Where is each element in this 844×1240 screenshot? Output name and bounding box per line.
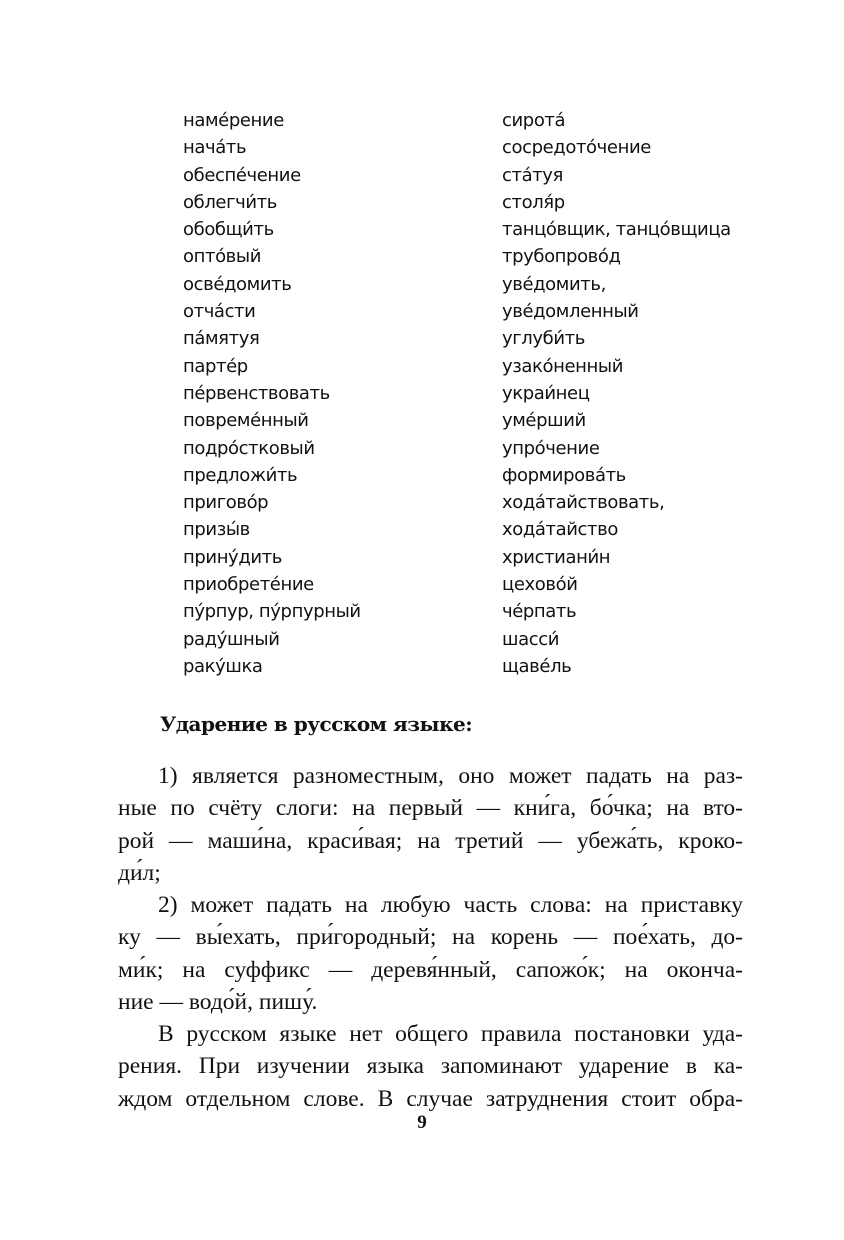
word-item: повреме́нный [183, 410, 309, 432]
word-item: столя́р [502, 191, 565, 213]
word-item: сосредото́чение [502, 137, 651, 159]
word-item: раку́шка [183, 655, 263, 677]
word-item: украи́нец [502, 382, 590, 404]
page-number: 9 [417, 1112, 427, 1133]
word-item: шасси́ [502, 628, 559, 650]
word-item: упро́чение [502, 437, 600, 459]
word-item: че́рпать [502, 601, 577, 623]
text-line: ку — вы́ехать, при́городный; на корень — пое́хать, до- [118, 924, 743, 951]
word-item: приобрете́ние [183, 574, 314, 596]
word-item: ста́туя [502, 164, 563, 186]
paragraph-3 [118, 1018, 743, 1115]
word-item: предложи́ть [183, 464, 298, 486]
word-item: прину́дить [183, 546, 282, 568]
text-line: ми́к; на суффикс — деревя́нный, сапожо́к; на оконча- [118, 956, 743, 983]
word-item: цехово́й [502, 574, 578, 596]
text-line: 2) может падать на любую часть слова: на приставку [158, 892, 743, 918]
word-list-right [502, 107, 731, 680]
word-item: подро́стковый [183, 437, 315, 459]
word-item: углуби́ть [502, 328, 585, 350]
word-item: узако́ненный [502, 355, 624, 377]
text-line: В русском языке нет общего правила постановки уда- [158, 1021, 743, 1047]
word-item: осве́домить [183, 273, 292, 295]
word-item: облегчи́ть [183, 191, 277, 213]
paragraph-1 [118, 760, 743, 889]
text-line: 1) является разноместным, оно может падать на раз- [158, 763, 743, 789]
word-item: сирота́ [502, 110, 566, 131]
word-item: пригово́р [183, 492, 269, 514]
word-item: христиани́н [502, 546, 611, 568]
word-list-left [183, 107, 361, 680]
word-item: танцо́вщик, танцо́вщица [502, 219, 731, 241]
word-item: призы́в [183, 519, 250, 541]
text-line: рой — маши́на, краси́вая; на третий — убежа́ть, кроко- [118, 827, 743, 854]
word-item: трубопрово́д [502, 246, 621, 268]
word-item: пу́рпур, пу́рпурный [183, 601, 361, 623]
text-line: рения. При изучении языка запоминают ударение в ка- [118, 1053, 743, 1080]
word-item: формирова́ть [502, 464, 626, 486]
word-item: щаве́ль [502, 655, 572, 677]
word-item: па́мятуя [183, 328, 260, 350]
word-item: обобщи́ть [183, 219, 274, 241]
word-item: обеспе́чение [183, 164, 301, 186]
word-item: хода́тайство [502, 519, 618, 541]
word-item: хода́тайствовать, [502, 492, 665, 514]
word-item: парте́р [183, 355, 248, 377]
word-item: опто́вый [183, 246, 261, 268]
word-item: пе́рвенствовать [183, 382, 330, 404]
paragraph-2 [118, 889, 743, 1018]
text-line: ние — водо́й, пишу́. [118, 988, 318, 1015]
word-item: наме́рение [183, 110, 284, 131]
section-heading: Ударение в русском языке: [160, 712, 473, 736]
word-item: раду́шный [183, 628, 280, 650]
word-item: уве́домить, [502, 273, 606, 295]
text-line: ные по счёту слоги: на первый — кни́га, бо́чка; на вто- [118, 795, 743, 822]
word-item: уме́рший [502, 410, 586, 432]
word-item: уве́домленный [502, 301, 639, 323]
text-line: ждом отдельном слове. В случае затруднения стоит обра- [118, 1085, 743, 1112]
word-item: отча́сти [183, 301, 256, 323]
text-line: ди́л; [118, 859, 161, 886]
word-item: нача́ть [183, 137, 247, 159]
